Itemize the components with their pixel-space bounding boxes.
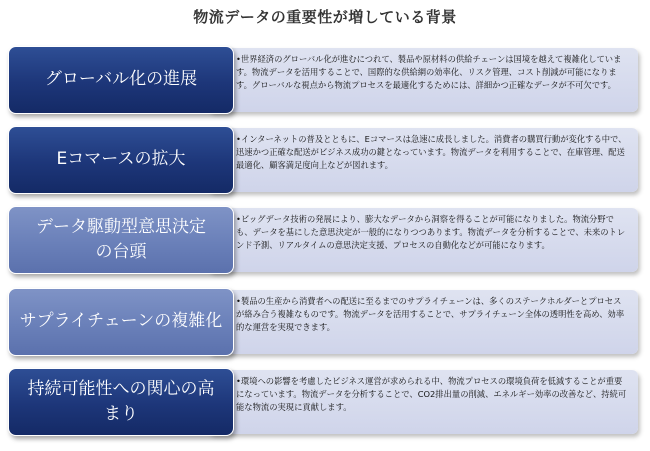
background-row-ecommerce — [8, 128, 638, 192]
row-description: •ビッグデータ技術の発展により、膨大なデータから洞察を得ることが可能になりました。物流分野でも、データを基にした意思決定が一般的になりつつあります。物流データを分析することで、未来のトレンド予測、リアルタイムの意思決定支援、プロセスの自動化などが可能になります。 — [208, 208, 638, 272]
background-row-globalization — [8, 48, 638, 112]
background-row-supply-chain — [8, 290, 638, 354]
background-row-data-driven — [8, 208, 638, 272]
row-description: •インターネットの普及とともに、Eコマースは急速に成長しました。消費者の購買行動が変化する中で、迅速かつ正確な配送がビジネス成功の鍵となっています。物流データを利用することで、在庫管理、配送最適化、顧客満足度向上などが図れます。 — [208, 128, 638, 192]
row-label: グローバル化の進展 — [8, 46, 234, 114]
row-label: Eコマースの拡大 — [8, 126, 234, 194]
row-label: 持続可能性への関心の高まり — [8, 368, 234, 436]
row-description: •環境への影響を考慮したビジネス運営が求められる中、物流プロセスの環境負荷を低減することが重要になっています。物流データを分析することで、CO2排出量の削減、エネルギー効率の改善など、持続可能な物流の実現に貢献します。 — [208, 370, 638, 434]
row-description: •世界経済のグローバル化が進むにつれて、製品や原材料の供給チェーンは国境を越えて複雑化しています。物流データを活用することで、国際的な供給網の効率化、リスク管理、コスト削減が可能になります。グローバルな視点から物流プロセスを最適化するためには、詳細かつ正確なデータが不可欠です。 — [208, 48, 638, 112]
background-row-sustainability — [8, 370, 638, 434]
row-label: データ駆動型意思決定の台頭 — [8, 206, 234, 274]
page-title: 物流データの重要性が増している背景 — [193, 8, 457, 26]
row-label: サプライチェーンの複雑化 — [8, 288, 234, 356]
row-description: •製品の生産から消費者への配送に至るまでのサプライチェーンは、多くのステークホルダーとプロセスが絡み合う複雑なものです。物流データを活用することで、サプライチェーン全体の透明性を高め、効率的な運営を実現できます。 — [208, 290, 638, 354]
